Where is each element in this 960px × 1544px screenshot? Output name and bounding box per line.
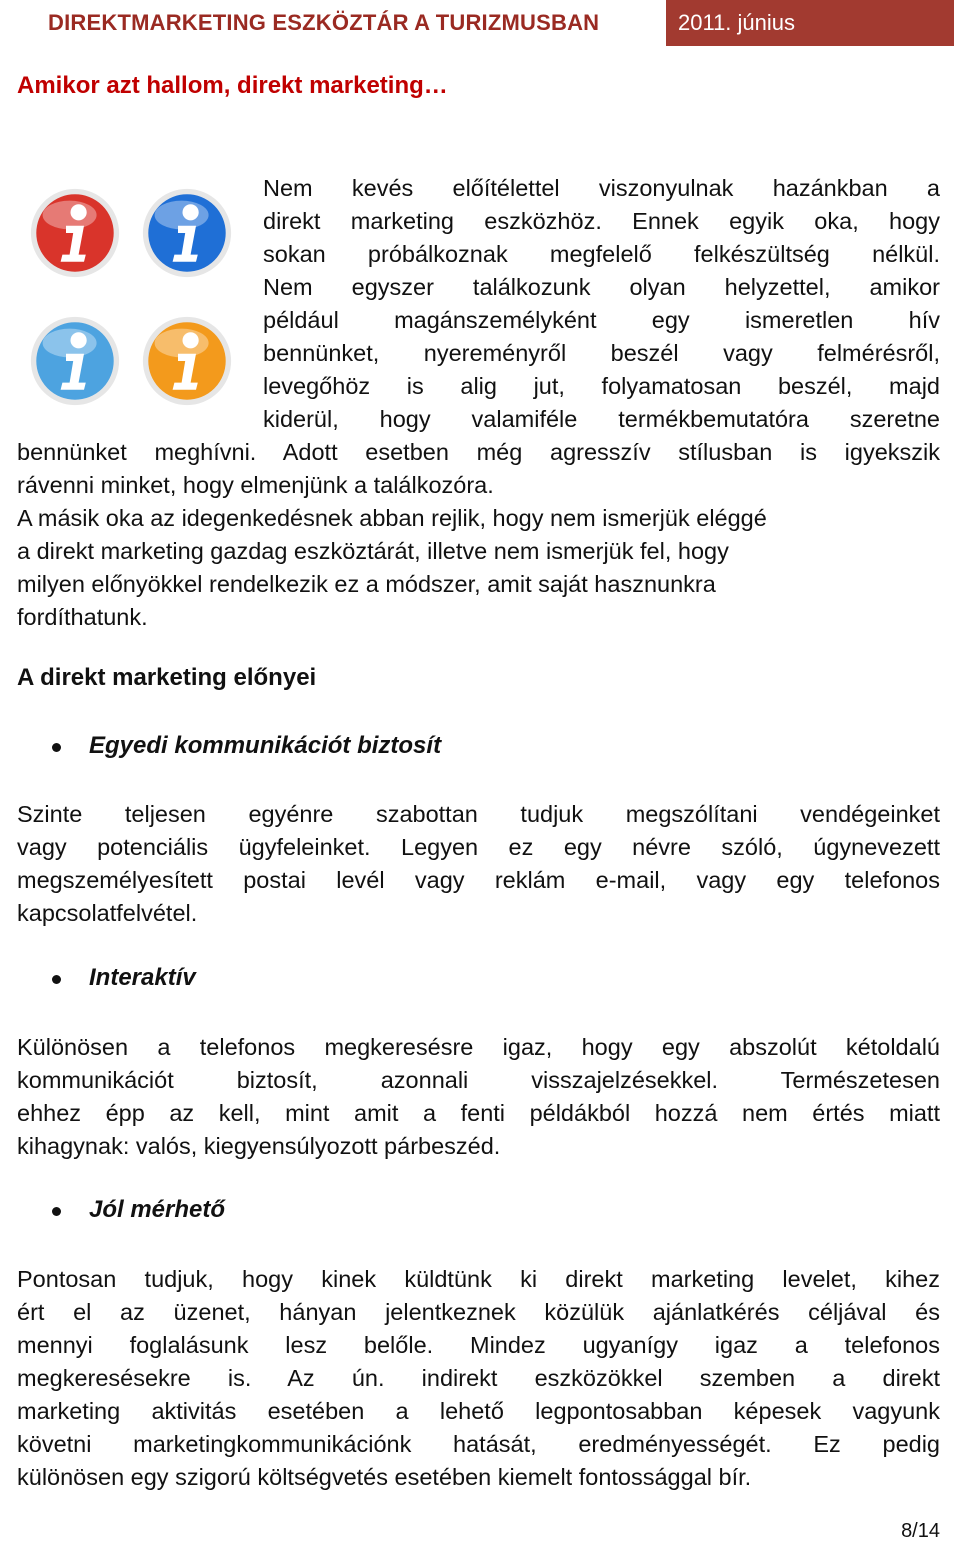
info-icon-lightblue [30,316,120,406]
text-line: kapcsolatfelvétel. [17,900,198,926]
text-line: bennünket meghívni. Adott esetben még agresszív stílusban is igyekszik [17,439,940,465]
text-line: rávenni minket, hogy elmenjünk a találkozóra. [17,472,494,498]
bullet-item-3 [52,1196,225,1224]
text-line: sokan próbálkoznak megfelelő felkészültség nélkül. [263,241,940,267]
text-line: Nem egyszer találkozunk olyan helyzettel, amikor [263,274,940,300]
text-line: például magánszemélyként egy ismeretlen hív [263,307,940,333]
text-line: Nem kevés előítélettel viszonyulnak hazánkban a [263,175,940,201]
info-icon-red [30,188,120,278]
text-line: Szinte teljesen egyénre szabottan tudjuk megszólítani vendégeinket [17,801,940,827]
text-line: direkt marketing eszközhöz. Ennek egyik oka, hogy [263,208,940,234]
text-line: A másik oka az idegenkedésnek abban rejlik, hogy nem ismerjük eléggé [17,505,767,531]
bullet-item-2 [52,964,196,992]
text-line: megkeresésekre is. Az ún. indirekt eszközökkel szemben a direkt [17,1365,940,1391]
header-title: DIREKTMARKETING ESZKÖZTÁR A TURIZMUSBAN [48,10,600,35]
text-line: marketing aktivitás esetében a lehető legpontosabban képesek vagyunk [17,1398,940,1424]
text-line: kiderül, hogy valamiféle termékbemutatóra szeretne [263,406,940,432]
text-line: követni marketingkommunikációnk hatását, eredményességét. Ez pedig [17,1431,940,1457]
intro-wrapped-text [263,172,940,436]
text-line: a direkt marketing gazdag eszköztárát, illetve nem ismerjük fel, hogy [17,538,729,564]
text-line: bennünket, nyereményről beszél vagy felmérésről, [263,340,940,366]
text-line: kihagynak: valós, kiegyensúlyozott párbeszéd. [17,1133,501,1159]
section-title: Amikor azt hallom, direkt marketing… [17,72,448,99]
bullet-dot [52,975,61,984]
header-date: 2011. június [666,0,954,46]
text-line: kommunikációt biztosít, azonnali visszajelzésekkel. Természetesen [17,1067,940,1093]
bullet-label: Jól mérhető [89,1196,226,1223]
text-line: fordíthatunk. [17,604,148,630]
text-line: ért el az üzenet, hányan jelentkeznek közülük ajánlatkérés céljával és [17,1299,940,1325]
advantages-heading: A direkt marketing előnyei [17,664,317,691]
text-line: megszemélyesített postai levél vagy reklám e-mail, vagy egy telefonos [17,867,940,893]
text-line: Pontosan tudjuk, hogy kinek küldtünk ki direkt marketing levelet, kihez [17,1266,940,1292]
text-line: mennyi foglalásunk lesz belőle. Mindez ugyanígy igaz a telefonos [17,1332,940,1358]
page-number: 8/14 [901,1520,940,1542]
info-icons-group [30,188,230,408]
paragraph-5 [17,1263,940,1494]
intro-full-text [17,436,940,502]
bullet-label: Egyedi kommunikációt biztosít [89,732,442,759]
page-header [6,0,954,46]
bullet-dot [52,1207,61,1216]
paragraph-4 [17,1031,940,1163]
text-line: Különösen a telefonos megkeresésre igaz, hogy egy abszolút kétoldalú [17,1034,940,1060]
text-line: vagy potenciális ügyfeleinket. Legyen ez egy névre szóló, úgynevezett [17,834,940,860]
info-icon-orange [142,316,232,406]
paragraph-2 [17,502,940,634]
text-line: ehhez épp az kell, mint amit a fenti példákból hozzá nem értés miatt [17,1100,940,1126]
text-line: különösen egy szigorú költségvetés esetében kiemelt fontossággal bír. [17,1464,752,1490]
bullet-label: Interaktív [89,964,196,991]
bullet-dot [52,743,61,752]
bullet-item-1 [52,732,441,760]
text-line: milyen előnyökkel rendelkezik ez a módszer, amit saját hasznunkra [17,571,716,597]
text-line: levegőhöz is alig jut, folyamatosan beszél, majd [263,373,940,399]
info-icon-blue [142,188,232,278]
paragraph-3 [17,798,940,930]
